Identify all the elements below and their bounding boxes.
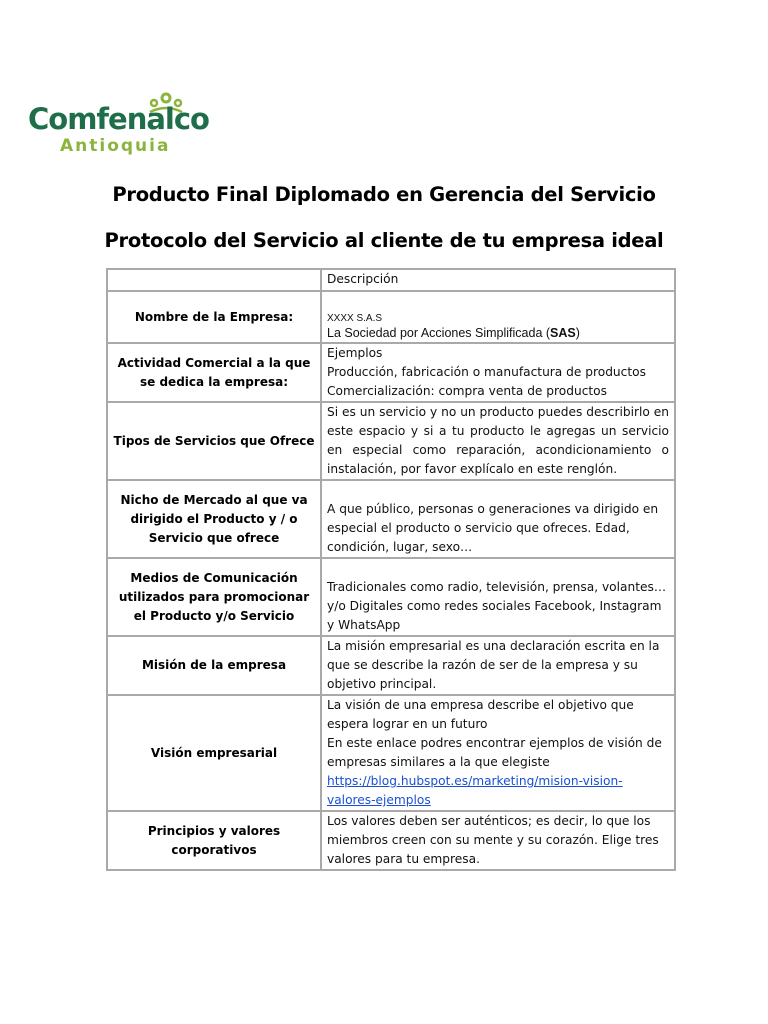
vision-examples-link[interactable]: https://blog.hubspot.es/marketing/mision-vision-valores-ejemplos <box>327 774 623 807</box>
description-line: Comercialización: compra venta de productos <box>327 384 607 398</box>
row-label: Actividad Comercial a la que se dedica la empresa: <box>107 343 321 402</box>
header-label-cell <box>107 269 321 291</box>
vision-text: La visión de una empresa describe el objetivo que espera lograr en un futuro <box>327 698 634 731</box>
table-row <box>107 811 675 870</box>
service-protocol-table <box>106 268 676 871</box>
row-label: Nombre de la Empresa: <box>107 291 321 343</box>
header-description: Descripción <box>321 269 675 291</box>
company-name: XXXX S.A.S <box>327 313 383 324</box>
table-row <box>107 636 675 695</box>
row-label: Medios de Comunicación utilizados para promocionar el Producto y/o Servicio <box>107 558 321 636</box>
row-description <box>321 343 675 402</box>
document-subtitle: Protocolo del Servicio al cliente de tu empresa ideal <box>104 229 664 252</box>
table-row <box>107 695 675 811</box>
row-label: Tipos de Servicios que Ofrece <box>107 402 321 480</box>
row-label: Misión de la empresa <box>107 636 321 695</box>
row-label: Nicho de Mercado al que va dirigido el Producto y / o Servicio que ofrece <box>107 480 321 558</box>
row-description: Los valores deben ser auténticos; es decir, lo que los miembros creen con su mente y su corazón. Elige tres valores para tu empresa. <box>321 811 675 870</box>
company-type-prefix: La Sociedad por Acciones Simplificada ( <box>327 326 551 340</box>
vision-link-intro: En este enlace podres encontrar ejemplos de visión de empresas similares a la que elegiste <box>327 736 662 769</box>
row-description: Tradicionales como radio, televisión, prensa, volantes… y/o Digitales como redes sociales Facebook, Instagram y WhatsApp <box>321 558 675 636</box>
table-row <box>107 480 675 558</box>
row-description: A que público, personas o generaciones va dirigido en especial el producto o servicio que ofreces. Edad, condición, lugar, sexo… <box>321 480 675 558</box>
row-description <box>321 291 675 343</box>
description-line: Producción, fabricación o manufactura de productos <box>327 365 646 379</box>
row-description: Si es un servicio y no un producto puedes describirlo en este espacio y si a tu producto le agregas un servicio en especial como reparación, acondicionamiento o instalación, por favor explícalo en este renglón. <box>321 402 675 480</box>
table-row <box>107 402 675 480</box>
table-header-row <box>107 269 675 291</box>
company-type-suffix: ) <box>575 326 580 340</box>
document-title: Producto Final Diplomado en Gerencia del Servicio <box>112 183 656 206</box>
table-row <box>107 291 675 343</box>
logo-wordmark: Comfenalco <box>28 102 209 136</box>
row-label: Principios y valores corporativos <box>107 811 321 870</box>
row-description: La misión empresarial es una declaración escrita en la que se describe la razón de ser de la empresa y su objetivo principal. <box>321 636 675 695</box>
company-type <box>327 325 669 341</box>
row-description <box>321 695 675 811</box>
comfenalco-logo <box>28 92 228 162</box>
company-type-abbr: SAS <box>550 326 576 340</box>
table-row <box>107 343 675 402</box>
description-line: Ejemplos <box>327 346 383 360</box>
row-label: Visión empresarial <box>107 695 321 811</box>
logo-region: Antioquia <box>60 136 171 156</box>
table-row <box>107 558 675 636</box>
